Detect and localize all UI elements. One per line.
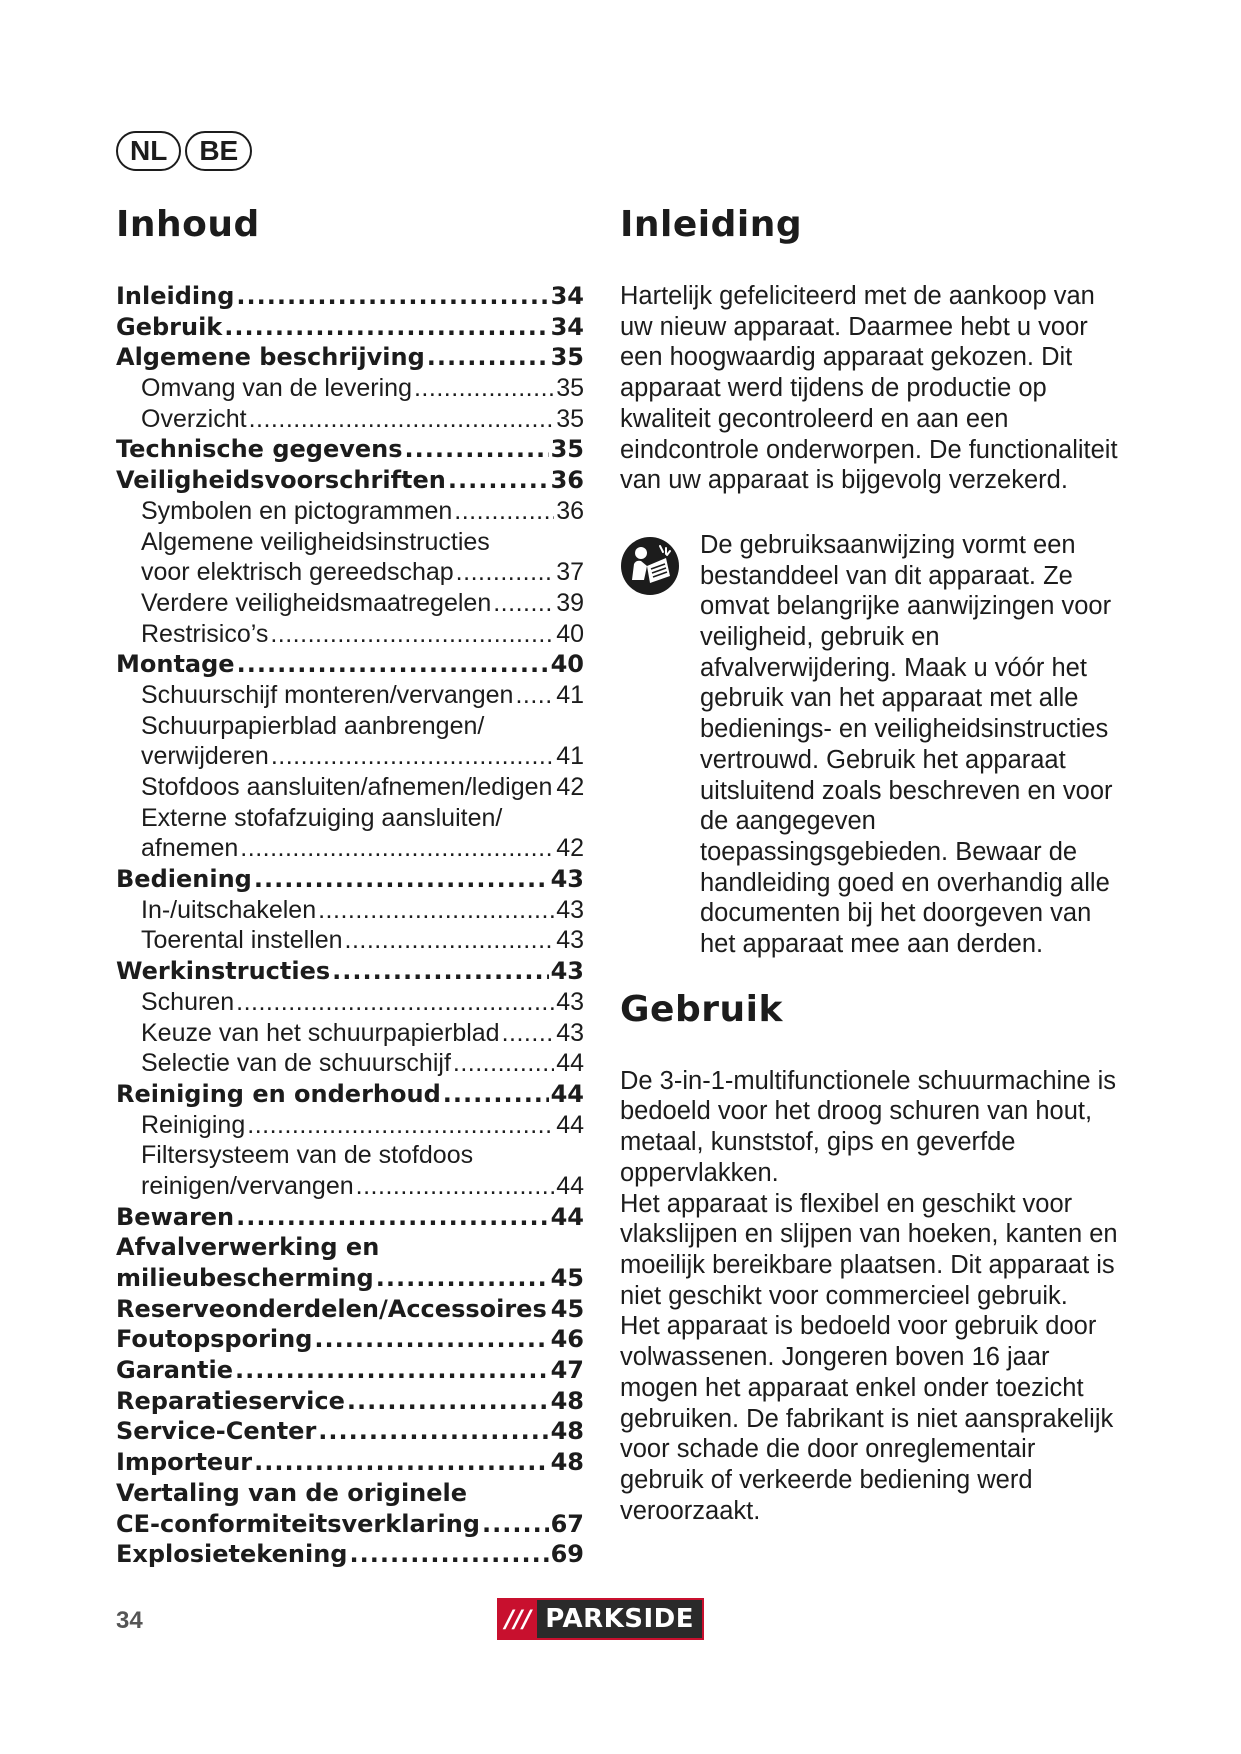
toc-entry <box>116 1202 584 1233</box>
toc-leader-dots <box>456 557 555 588</box>
intro-paragraph: Hartelijk gefeliciteerd met de aankoop van uw nieuw apparaat. Daarmee hebt u voor een hoogwaardig apparaat gekozen. Dit apparaat werd tijdens de productie op kwaliteit gecontroleerd en aan een eindcontrole onderworpen. De functionaliteit van uw apparaat is bijgevolg verzekerd. <box>620 282 1118 495</box>
toc-entry <box>116 649 584 680</box>
toc-entry <box>116 342 584 373</box>
toc-entry-title: Inleiding <box>116 282 235 310</box>
toc-leader-dots <box>453 1048 554 1079</box>
toc-entry-title: afnemen <box>141 834 239 863</box>
toc-subentry <box>116 987 584 1018</box>
toc-entry-page: 35 <box>550 435 584 464</box>
toc-entry-page: 44 <box>556 1049 584 1078</box>
toc-leader-dots <box>414 373 554 404</box>
toc-entry-page: 44 <box>550 1202 584 1231</box>
toc-leader-dots <box>247 1110 554 1141</box>
toc-entry <box>116 281 584 312</box>
toc-entry-title: Reparatieservice <box>116 1386 345 1415</box>
toc-leader-dots <box>318 1416 548 1447</box>
usage-paragraph-3: Het apparaat is bedoeld voor gebruik door volwassenen. Jongeren boven 16 jaar mogen het apparaat enkel onder toezicht gebruiken. De fabrikant is niet aansprakelijk voor schade die door onreglementair gebruik of verkeerde bediening werd veroorzaakt. <box>620 1312 1114 1525</box>
toc-leader-dots <box>356 1171 555 1202</box>
toc-entry-page: 46 <box>550 1325 584 1354</box>
toc-entry <box>116 1079 584 1110</box>
toc-entry-title: Keuze van het schuurpapierblad <box>141 1018 500 1047</box>
toc-subentry <box>116 588 584 619</box>
toc-entry-title: Garantie <box>116 1356 233 1385</box>
toc-leader-dots <box>493 588 554 619</box>
toc-leader-dots <box>515 680 554 711</box>
toc-entry <box>116 1386 584 1417</box>
toc-subentry <box>116 803 584 834</box>
toc-entry <box>116 1355 584 1386</box>
toc-entry-title: voor elektrisch gereedschap <box>141 558 454 587</box>
toc-leader-dots <box>237 649 549 680</box>
toc-entry-title: Schuren <box>141 987 235 1016</box>
toc-entry-page: 44 <box>550 1079 584 1108</box>
toc-entry-page: 35 <box>556 374 584 403</box>
toc-entry-title: Importeur <box>116 1448 253 1477</box>
usage-paragraph-1: De 3-in-1-multifunctionele schuurmachine is bedoeld voor het droog schuren van hout, metaal, kunststof, gips en geverfde oppervlakken. <box>620 1066 1117 1187</box>
toc-entry-page: 37 <box>556 558 584 587</box>
content-column <box>620 205 1120 1526</box>
toc-leader-dots <box>254 1447 548 1478</box>
toc-subentry <box>116 833 584 864</box>
toc-subentry <box>116 925 584 956</box>
toc-entry-title: Veiligheidsvoorschriften <box>116 466 446 495</box>
toc-entry <box>116 1324 584 1355</box>
toc-leader-dots <box>224 312 548 343</box>
country-badges <box>116 131 252 171</box>
toc-entry-title: Reserveonderdelen/Accessoires <box>116 1294 547 1323</box>
toc-subentry <box>116 1140 584 1171</box>
toc-leader-dots <box>502 1018 555 1049</box>
toc-entry <box>116 1294 584 1325</box>
toc-subentry <box>116 772 584 803</box>
toc-entry-page: 42 <box>556 773 585 801</box>
toc-entry-page: 48 <box>550 1448 584 1477</box>
toc-entry-page: 35 <box>556 404 584 433</box>
toc-leader-dots <box>454 496 554 527</box>
toc-column <box>116 205 584 1570</box>
toc-subentry <box>116 496 584 527</box>
toc-entry-title: Restrisico’s <box>141 619 269 648</box>
toc-subentry <box>116 557 584 588</box>
toc-leader-dots <box>240 833 554 864</box>
toc-entry-title: Toerental instellen <box>141 926 343 955</box>
toc-entry-title: Overzicht <box>141 404 247 433</box>
toc-leader-dots <box>236 987 554 1018</box>
toc-leader-dots <box>235 1355 549 1386</box>
toc-entry <box>116 312 584 343</box>
manual-note <box>620 530 1120 960</box>
toc-leader-dots <box>314 1324 548 1355</box>
toc-entry-title: verwijderen <box>141 742 269 771</box>
toc-entry <box>116 864 584 895</box>
toc-entry-page: 40 <box>556 619 584 648</box>
toc-entry-page: 44 <box>556 1171 584 1200</box>
usage-heading: Gebruik <box>620 988 783 1030</box>
toc-entry-page: 34 <box>550 312 584 341</box>
toc-entry-page: 36 <box>556 496 584 525</box>
toc-entry-page: 43 <box>556 1018 584 1047</box>
toc-entry-title: Afvalverwerking en <box>116 1233 380 1262</box>
toc-entry-title: Externe stofafzuiging aansluiten/ <box>141 803 503 832</box>
toc-subentry <box>116 711 584 742</box>
toc-entry-title: Filtersysteem van de stofdoos <box>141 1141 474 1170</box>
toc-leader-dots <box>347 1386 549 1417</box>
toc-entry-title: Verdere veiligheidsmaatregelen <box>141 588 492 617</box>
parkside-logo <box>497 1598 704 1640</box>
toc-subentry <box>116 1018 584 1049</box>
country-badge-nl: NL <box>116 131 181 171</box>
toc-entry-page: 43 <box>556 895 584 924</box>
toc-entry-page: 43 <box>556 926 584 955</box>
toc-leader-dots <box>249 404 555 435</box>
toc-entry-page: 48 <box>550 1417 584 1446</box>
toc-entry-title: Vertaling van de originele <box>116 1478 468 1507</box>
toc-entry-title: Bediening <box>116 865 252 894</box>
toc-entry <box>116 1416 584 1447</box>
toc-entry-title: milieubescherming <box>116 1264 374 1292</box>
toc-entry <box>116 1539 584 1570</box>
toc-leader-dots <box>270 619 554 650</box>
toc-entry-page: 42 <box>556 834 584 863</box>
toc-entry-title: Algemene beschrijving <box>116 343 425 372</box>
toc-entry-title: Montage <box>116 650 235 679</box>
toc-leader-dots <box>332 956 548 987</box>
toc-leader-dots <box>349 1539 548 1570</box>
toc-leader-dots <box>443 1079 549 1110</box>
toc-entry <box>116 956 584 987</box>
toc-entry-page: 43 <box>550 957 584 986</box>
toc-entry-page: 44 <box>556 1110 584 1139</box>
toc-entry-title: Bewaren <box>116 1202 235 1231</box>
toc-subentry <box>116 1048 584 1079</box>
toc-leader-dots <box>448 465 549 496</box>
note-text: De gebruiksaanwijzing vormt een bestanddeel van dit apparaat. Ze omvat belangrijke aanwijzingen voor veiligheid, gebruik en afvalverwijdering. Maak u vóór het gebruik van het apparaat met alle bedienings- en veiligheidsinstructies vertrouwd. Gebruik het apparaat uitsluitend zoals beschreven en voor de aangegeven toepassingsgebieden. Bewaar de handleiding goed en overhandig alle documenten bij het doorgeven van het apparaat mee aan derden. <box>700 530 1113 959</box>
toc-entry-page: 47 <box>550 1356 584 1385</box>
toc-entry-title: Gebruik <box>116 312 223 341</box>
toc-entry <box>116 434 584 465</box>
toc-entry-title: Reiniging en onderhoud <box>116 1079 441 1108</box>
toc-entry-page: 40 <box>550 650 584 679</box>
toc-entry <box>116 1232 584 1263</box>
toc-subentry <box>116 527 584 558</box>
toc-entry-page: 69 <box>550 1540 584 1569</box>
toc-entry <box>116 1263 584 1294</box>
toc-leader-dots <box>482 1509 549 1540</box>
toc-subentry <box>116 680 584 711</box>
toc-entry-page: 45 <box>550 1264 584 1292</box>
toc-list <box>116 281 584 1570</box>
toc-entry-page: 35 <box>550 343 584 372</box>
toc-entry-title: Algemene veiligheidsinstructies <box>141 527 490 556</box>
toc-entry-title: Stofdoos aansluiten/afnemen/ledigen <box>141 773 553 801</box>
toc-entry-title: reinigen/vervangen <box>141 1171 354 1200</box>
toc-entry <box>116 1509 584 1540</box>
intro-heading: Inleiding <box>620 204 803 245</box>
toc-entry-title: Omvang van de levering <box>141 374 412 403</box>
toc-subentry <box>116 1171 584 1202</box>
toc-entry-page: 39 <box>556 588 584 617</box>
toc-entry-title: Technische gegevens <box>116 435 403 464</box>
toc-entry-title: Schuurschijf monteren/vervangen <box>141 680 514 709</box>
toc-entry-page: 43 <box>550 865 584 894</box>
toc-leader-dots <box>345 925 555 956</box>
toc-entry-title: In-/uitschakelen <box>141 895 317 924</box>
toc-entry <box>116 1478 584 1509</box>
toc-entry-title: Selectie van de schuurschijf <box>141 1049 451 1078</box>
toc-leader-dots <box>271 741 554 772</box>
logo-slashes: /// <box>499 1600 537 1638</box>
toc-entry-page: 45 <box>550 1294 585 1323</box>
toc-heading: Inhoud <box>116 204 260 245</box>
toc-subentry <box>116 895 584 926</box>
toc-entry-page: 67 <box>550 1509 584 1538</box>
usage-paragraph-2: Het apparaat is flexibel en geschikt voor vlakslijpen en slijpen van hoeken, kanten en moeilijk bereikbare plaatsen. Dit apparaat is niet geschikt voor commercieel gebruik. <box>620 1189 1118 1310</box>
logo-text: PARKSIDE <box>537 1600 702 1638</box>
toc-entry-title: Foutopsporing <box>116 1325 313 1354</box>
toc-leader-dots <box>236 281 548 312</box>
toc-entry-title: CE-conformiteitsverklaring <box>116 1509 480 1538</box>
toc-subentry <box>116 619 584 650</box>
country-badge-be: BE <box>185 131 252 171</box>
toc-leader-dots <box>405 434 549 465</box>
toc-subentry <box>116 404 584 435</box>
toc-entry-title: Symbolen en pictogrammen <box>141 496 453 525</box>
toc-entry-page: 34 <box>550 282 584 310</box>
toc-entry-page: 43 <box>556 987 584 1016</box>
toc-entry-page: 41 <box>556 742 584 771</box>
toc-entry-title: Reiniging <box>141 1110 246 1139</box>
toc-subentry <box>116 1110 584 1141</box>
toc-subentry <box>116 373 584 404</box>
page-number: 34 <box>116 1607 143 1634</box>
read-manual-icon <box>620 536 680 596</box>
toc-entry-title: Schuurpapierblad aanbrengen/ <box>141 711 485 740</box>
toc-entry <box>116 1447 584 1478</box>
toc-entry-page: 41 <box>556 680 584 709</box>
toc-entry <box>116 465 584 496</box>
toc-entry-page: 36 <box>550 466 584 495</box>
toc-entry-page: 48 <box>550 1386 584 1415</box>
toc-leader-dots <box>427 342 549 373</box>
toc-entry-title: Service-Center <box>116 1417 317 1446</box>
toc-leader-dots <box>236 1202 548 1233</box>
toc-entry-title: Werkinstructies <box>116 957 331 986</box>
toc-subentry <box>116 741 584 772</box>
toc-leader-dots <box>376 1263 549 1294</box>
toc-leader-dots <box>318 895 554 926</box>
toc-leader-dots <box>254 864 549 895</box>
toc-entry-title: Explosietekening <box>116 1540 348 1569</box>
